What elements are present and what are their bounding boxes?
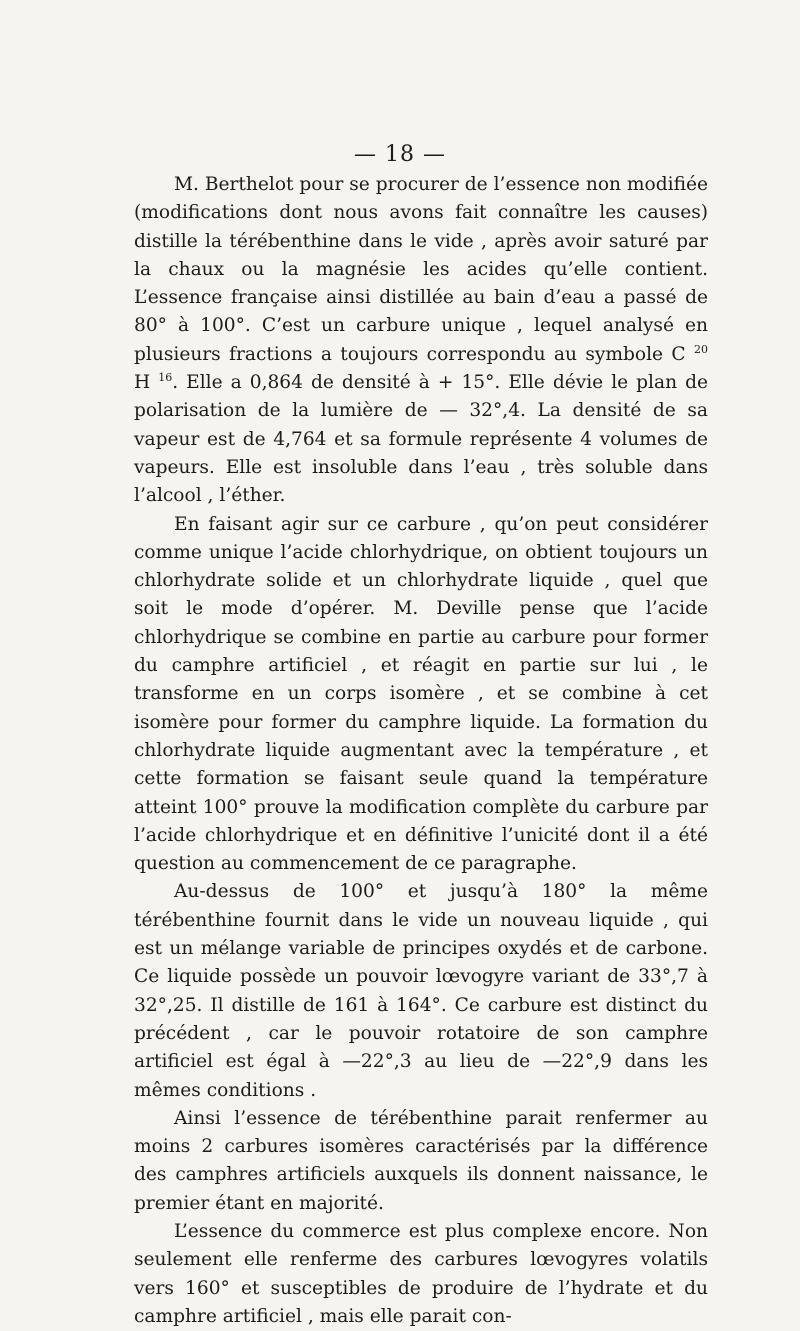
text-run: Au-dessus de 100° et jusqu’à 180° la même térébenthine fournit dans le vide un nouveau liquide , qui est un mélange variable de principes oxydés et de carbone. Ce liquide possède un pouvoir lœvogyre variant de 33°,7 à 32°,25. Il distille de 161 à 164°. Ce carbure est distinct du précédent , car le pouvoir rotatoire de son camphre artificiel est égal à —22°,3 au lieu de —22°,9 dans les mêmes conditions . <box>134 881 708 1101</box>
text-run: L’essence du commerce est plus complexe encore. Non seulement elle renferme des carbures lœvogyres volatils vers 160° et susceptibles de produire de l’hydrate et du camphre artificiel , mais elle parait con- <box>134 1220 708 1327</box>
text-run: . Elle a 0,864 de densité à + 15°. Elle dévie le plan de polarisation de la lumière de — 32°,4. La densité de sa vapeur est de 4,764 et sa formule représente 4 volumes de vapeurs. Elle est insoluble dans l’eau , très soluble dans l’alcool , l’éther. <box>134 372 708 507</box>
superscript: 16 <box>158 371 173 385</box>
page-number: — 18 — <box>354 142 446 167</box>
text-run: Ainsi l’essence de térébenthine parait renfermer au moins 2 carbures isomères caractérisés par la différence des camphres artificiels auxquels ils donnent naissance, le premier étant en majorité. <box>134 1107 708 1214</box>
paragraph-5 <box>134 1218 708 1331</box>
paragraph-2 <box>134 511 708 879</box>
paragraph-4 <box>134 1105 708 1218</box>
superscript: 20 <box>694 342 708 356</box>
paragraph-1 <box>134 171 708 511</box>
text-run: En faisant agir sur ce carbure , qu’on peut considérer comme unique l’acide chlorhydrique, on obtient toujours un chlorhydrate solide et un chlorhydrate liquide , quel que soit le mode d’opérer. M. Deville pense que l’acide chlorhydrique se combine en partie au carbure pour former du camphre artificiel , et réagit en partie sur lui , le transforme en un corps isomère , et se combine à cet isomère pour former du camphre liquide. La formation du chlorhydrate liquide augmentant avec la température , et cette formation se faisant seule quand la température atteint 100° prouve la modification complète du carbure par l’acide chlorhydrique et en définitive l’unicité dont il a été question au commencement de ce paragraphe. <box>134 513 708 875</box>
body-text <box>134 171 708 1331</box>
text-run: M. Berthelot pour se procurer de l’essence non modifiée (modifications dont nous avons fait connaître les causes) distille la térébenthine dans le vide , après avoir saturé par la chaux ou la magnésie les acides qu’elle contient. L’essence française ainsi distillée au bain d’eau a passé de 80° à 100°. C’est un carbure unique , lequel analysé en plusieurs fractions a toujours correspondu au symbole C <box>134 174 708 365</box>
text-run: H <box>134 372 159 394</box>
paragraph-3 <box>134 878 708 1104</box>
